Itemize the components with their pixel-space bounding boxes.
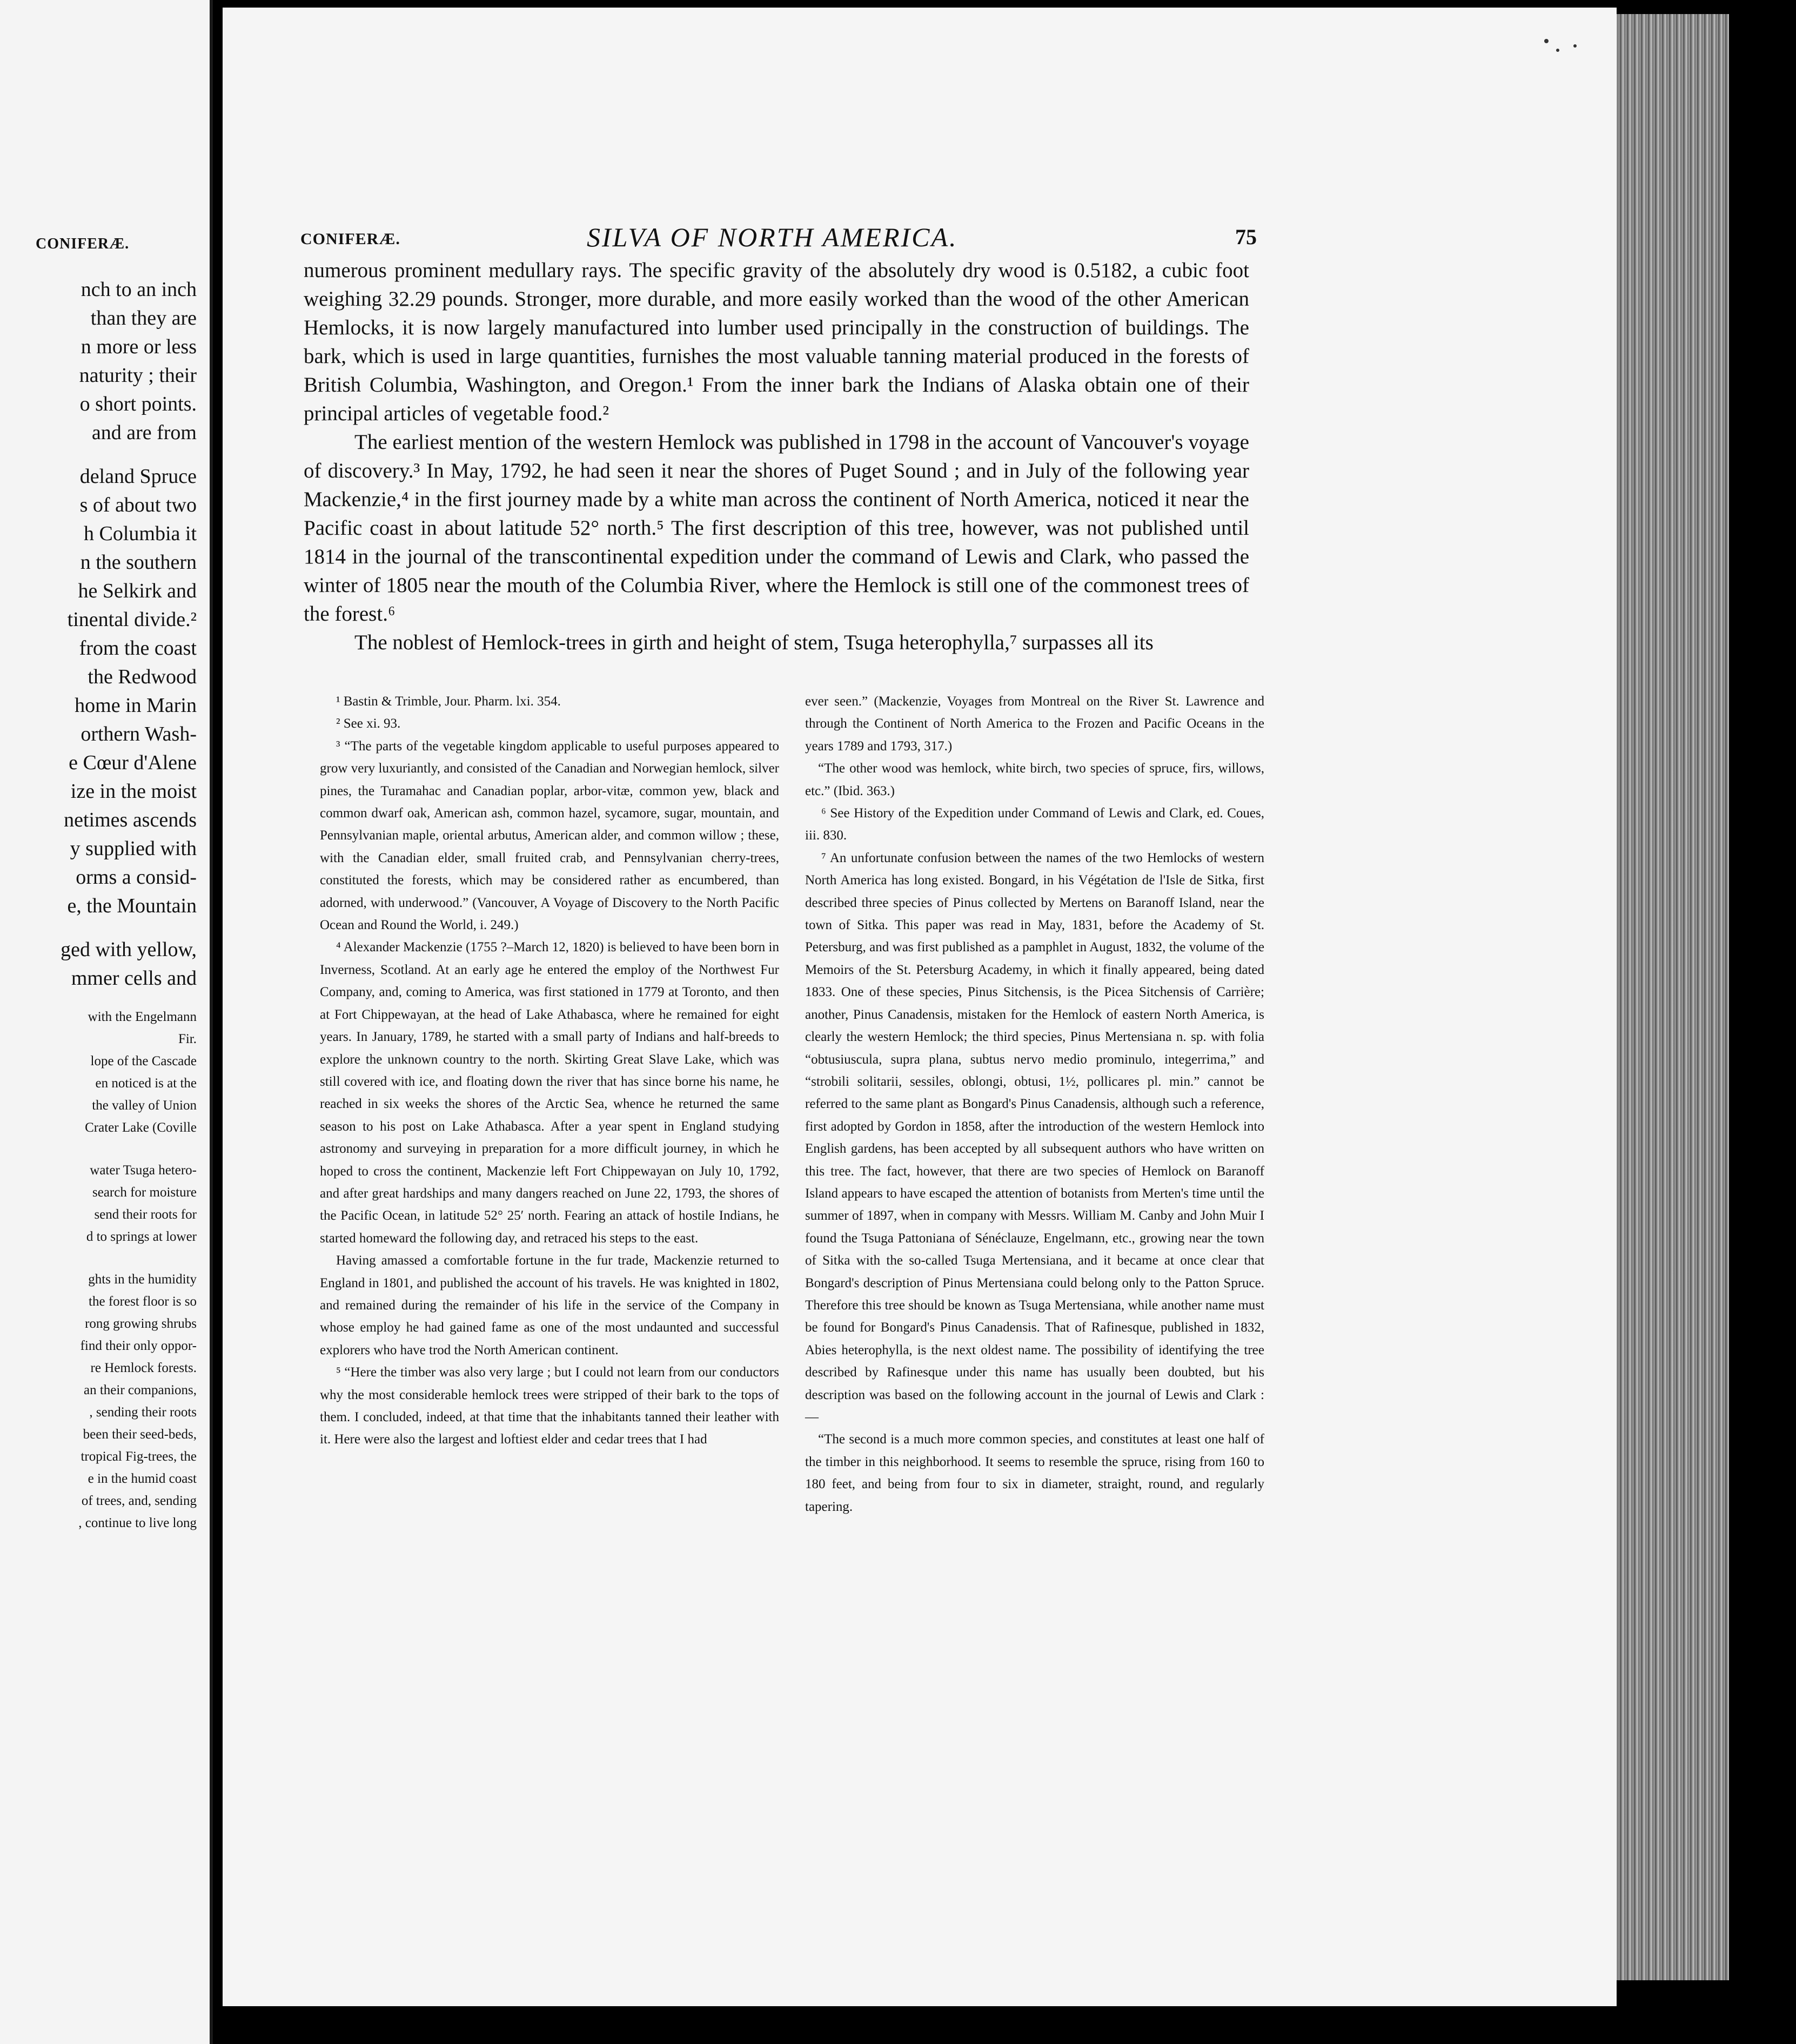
paragraph-wood-properties: numerous prominent medullary rays. The specific gravity of the absolutely dry wood is 0.5182, a cubic foot weighing 32.29 pounds. Stronger, more durable, and more easily worked than the wood of the other American Hemlocks, it is now largely manufactured into lumber used principally in the construction of buildings. The bark, which is used in large quantities, furnishes the most valuable tanning material produced in the forests of British Columbia, Washington, and Oregon.¹ From the inner bark the Indians of Alaska obtain one of their principal articles of vegetable food.²: [304, 259, 1249, 425]
footnote-4-continued: Having amassed a comfortable fortune in the fur trade, Mackenzie returned to England in 1801, and published the account of his travels. He was knighted in 1802, and remained during the remainder of his life in the service of the Company in whose employ he had gained fame as one of the most undaunted and successful explorers who have trod the North American continent.: [320, 1253, 779, 1357]
left-page-line: find their only oppor-: [80, 1339, 197, 1353]
footnotes-right-column: [805, 690, 1264, 1518]
running-head-section: CONIFERÆ.: [300, 230, 400, 248]
left-page-line: with the Engelmann: [88, 1010, 197, 1024]
left-page-text: [61, 275, 197, 1534]
left-page-line: the valley of Union: [92, 1098, 197, 1113]
left-page-line: from the coast: [79, 637, 197, 660]
footnote-3: ³ “The parts of the vegetable kingdom applicable to useful purposes appeared to grow very luxuriantly, and consisted of the Canadian and Norwegian hemlock, silver pines, the Turamahac and Canadian poplar, arbor-vitæ, common yew, black and common dwarf oak, American ash, common hazel, sycamore, sugar, mountain, and Pennsylvanian maple, oriental arbutus, American alder, and common willow ; these, with the Canadian elder, small fruited crab, and Pennsylvanian cherry-trees, constituted the forests, which may be considered rather as encumbered, than adorned, with underwood.” (Vancouver, A Voyage of Discovery to the North Pacific Ocean and Round the World, i. 249.): [320, 738, 779, 933]
footnotes-left-column: [320, 690, 779, 1518]
left-page-line: Fir.: [178, 1032, 197, 1046]
left-page-line: send their roots for: [94, 1207, 197, 1222]
footnote-7-quote: “The second is a much more common species, and constitutes at least one half of the timber in this neighborhood. It seems to resemble the spruce, rising from 160 to 180 feet, and being from four to six in diameter, straight, round, and regularly tapering.: [805, 1432, 1264, 1514]
footnote-5: ⁵ “Here the timber was also very large ; but I could not learn from our conductors why the most considerable hemlock trees were stripped of their bark to the tops of them. I concluded, indeed, at that time that the inhabitants tanned their leather with it. Here were also the largest and loftiest elder and cedar trees that I had: [320, 1365, 779, 1447]
left-page-line: home in Marin: [75, 694, 197, 717]
footnote-1: ¹ Bastin & Trimble, Jour. Pharm. lxi. 354.: [336, 694, 561, 709]
footnote-7: ⁷ An unfortunate confusion between the names of the two Hemlocks of western North America has long existed. Bongard, in his Végétation de l'Isle de Sitka, first described three species of Pinus collected by Mertens on Baranoff Island, near the town of Sitka. This paper was read in May, 1831, before the Academy of St. Petersburg, and was first published as a pamphlet in August, 1832, the volume of the Memoirs of the St. Petersburg Academy, in which it finally appeared, being dated 1833. One of these species, Pinus Sitchensis, is the Picea Sitchensis of Carrière; another, Pinus Canadensis, mistaken for the Hemlock of eastern North America, is clearly the western Hemlock; the third species, Pinus Mertensiana n. sp. with folia “obtusiuscula, supra plana, subtus nervo medio prominulo, integerrima,” and “strobili solitarii, sessiles, oblongi, obtusi, 1½, pollicares pl. min.” cannot be referred to the same plant as Bongard's Pinus Canadensis, although such a reference, first adopted by Gordon in 1858, after the introduction of the western Hemlock into English gardens, has been accepted by all subsequent authors who have written on this tree. The fact, however, that there are two species of Hemlock on Baranoff Island appears to have escaped the attention of botanists from Merten's time until the summer of 1897, when in company with Messrs. William M. Canby and John Muir I found the Tsuga Pattoniana of Sénéclauze, Engelmann, etc., growing near the town of Sitka with the so-called Tsuga Mertensiana, and it became at once clear that Bongard's description of Pinus Mertensiana could belong only to the Patton Spruce. Therefore this tree should be known as Tsuga Mertensiana, while another name must be found for Bongard's Pinus Canadensis. That of Rafinesque, published in 1832, Abies heterophylla, is the next oldest name. The possibility of identifying the tree described by Rafinesque under this name has usually been doubted, but his description was based on the following account in the journal of Lewis and Clark : —: [805, 850, 1264, 1424]
left-page-line: e, the Mountain: [67, 895, 197, 917]
left-page-line: en noticed is at the: [95, 1076, 197, 1091]
left-page-line: an their companions,: [84, 1383, 197, 1397]
page-number: 75: [1235, 225, 1257, 249]
left-page-line: Crater Lake (Coville: [85, 1120, 197, 1135]
left-page-line: than they are: [90, 307, 197, 330]
left-page-line: , continue to live long: [78, 1516, 197, 1530]
dust-speck: [1544, 39, 1549, 43]
left-page-line: the forest floor is so: [89, 1294, 197, 1309]
left-page-line: been their seed-beds,: [83, 1427, 197, 1442]
left-page-line: naturity ; their: [79, 364, 197, 387]
left-page-gap: [61, 1139, 197, 1159]
left-page-line: search for moisture: [92, 1185, 197, 1200]
left-page-line: orms a consid-: [76, 866, 197, 889]
running-head: [300, 215, 1257, 253]
left-page-line: ged with yellow,: [61, 938, 197, 961]
dust-speck: [1556, 49, 1559, 52]
left-page-line: h Columbia it: [84, 522, 197, 545]
footnotes: [320, 690, 1264, 1518]
left-page-line: tropical Fig-trees, the: [81, 1449, 197, 1464]
left-page-line: orthern Wash-: [81, 723, 197, 745]
left-page-line: y supplied with: [70, 837, 197, 860]
left-page-line: nch to an inch: [81, 278, 197, 301]
left-page-line: lope of the Cascade: [90, 1054, 197, 1068]
left-page-line: s of about two: [79, 494, 197, 516]
left-page-line: e in the humid coast: [88, 1471, 197, 1486]
running-head-title: SILVA OF NORTH AMERICA.: [587, 222, 958, 252]
footnote-6: ⁶ See History of the Expedition under Command of Lewis and Clark, ed. Coues, iii. 830.: [805, 806, 1264, 843]
left-page-gap: [61, 993, 197, 1006]
left-page-line: deland Spruce: [79, 465, 197, 488]
left-running-head: CONIFERÆ.: [36, 236, 130, 252]
footnote-5-quote: “The other wood was hemlock, white birch, two species of spruce, firs, willows, etc.” (Ibid. 363.): [805, 761, 1264, 798]
left-page-line: o short points.: [79, 393, 197, 415]
left-page-gap: [61, 920, 197, 936]
left-page-line: the Redwood: [88, 665, 197, 688]
left-page-line: rong growing shrubs: [85, 1316, 197, 1331]
paragraph-history: The earliest mention of the western Hemlock was published in 1798 in the account of Vancouver's voyage of discovery.³ In May, 1792, he had seen it near the shores of Puget Sound ; and in July of the following year Mackenzie,⁴ in the first journey made by a white man across the continent of North America, noticed it near the Pacific coast in about latitude 52° north.⁵ The first description of this tree, however, was not published until 1814 in the journal of the transcontinental expedition under the command of Lewis and Clark, who passed the winter of 1805 near the mouth of the Columbia River, where the Hemlock is still one of the commonest trees of the forest.⁶: [304, 431, 1249, 626]
left-page-line: re Hemlock forests.: [90, 1361, 197, 1375]
footnote-4: ⁴ Alexander Mackenzie (1755 ?–March 12, 1820) is believed to have been born in Inverness, Scotland. At an early age he entered the employ of the Northwest Fur Company, and, coming to America, was first stationed in 1779 at Toronto, and then at Fort Chippewayan, at the head of Lake Athabasca, where he remained for eight years. In January, 1789, he started with a small party of Indians and half-breeds to explore the unknown country to the north. Skirting Great Slave Lake, which was still covered with ice, and floating down the river that has since borne his name, he reached in six weeks the shores of the Arctic Sea, whence he returned the same season to his post on Lake Athabasca. After a year spent in England studying astronomy and surveying in preparation for a more difficult journey, in which he hoped to cross the continent, Mackenzie left Fort Chippewayan on July 10, 1792, and after great hardships and many dangers reached on June 22, 1793, the shores of the Pacific Ocean, in latitude 52° 25′ north. Fearing an attack of hostile Indians, he started homeward the following day, and retraced his steps to the east.: [320, 940, 779, 1246]
left-page-line: e Cœur d'Alene: [69, 751, 197, 774]
left-page-line: n more or less: [81, 335, 197, 358]
left-page-line: mmer cells and: [71, 967, 197, 990]
left-page-gap: [61, 1248, 197, 1268]
left-page-line: of trees, and, sending: [81, 1494, 197, 1508]
left-page-line: ize in the moist: [70, 780, 197, 803]
paragraph-noblest-hemlock: The noblest of Hemlock-trees in girth and height of stem, Tsuga heterophylla,⁷ surpasses all its: [354, 631, 1154, 654]
left-page-line: n the southern: [80, 551, 197, 574]
left-page-line: tinental divide.²: [67, 608, 197, 631]
left-page-line: , sending their roots: [89, 1405, 197, 1420]
dust-speck: [1573, 44, 1577, 48]
left-page-line: water Tsuga hetero-: [90, 1163, 197, 1178]
left-page-line: netimes ascends: [64, 809, 197, 831]
left-page-gap: [61, 447, 197, 462]
main-text: [304, 256, 1249, 657]
footnote-5-continued: ever seen.” (Mackenzie, Voyages from Montreal on the River St. Lawrence and through the Continent of North America to the Frozen and Pacific Oceans in the years 1789 and 1793, 317.): [805, 694, 1264, 754]
left-page-line: he Selkirk and: [78, 580, 197, 602]
page-stack-edges: [1599, 14, 1729, 1980]
left-page-line: d to springs at lower: [86, 1229, 197, 1244]
left-page-fragment: [0, 0, 213, 2044]
footnote-2: ² See xi. 93.: [336, 716, 401, 731]
left-page-line: ghts in the humidity: [88, 1272, 197, 1287]
left-page-line: and are from: [91, 421, 197, 444]
